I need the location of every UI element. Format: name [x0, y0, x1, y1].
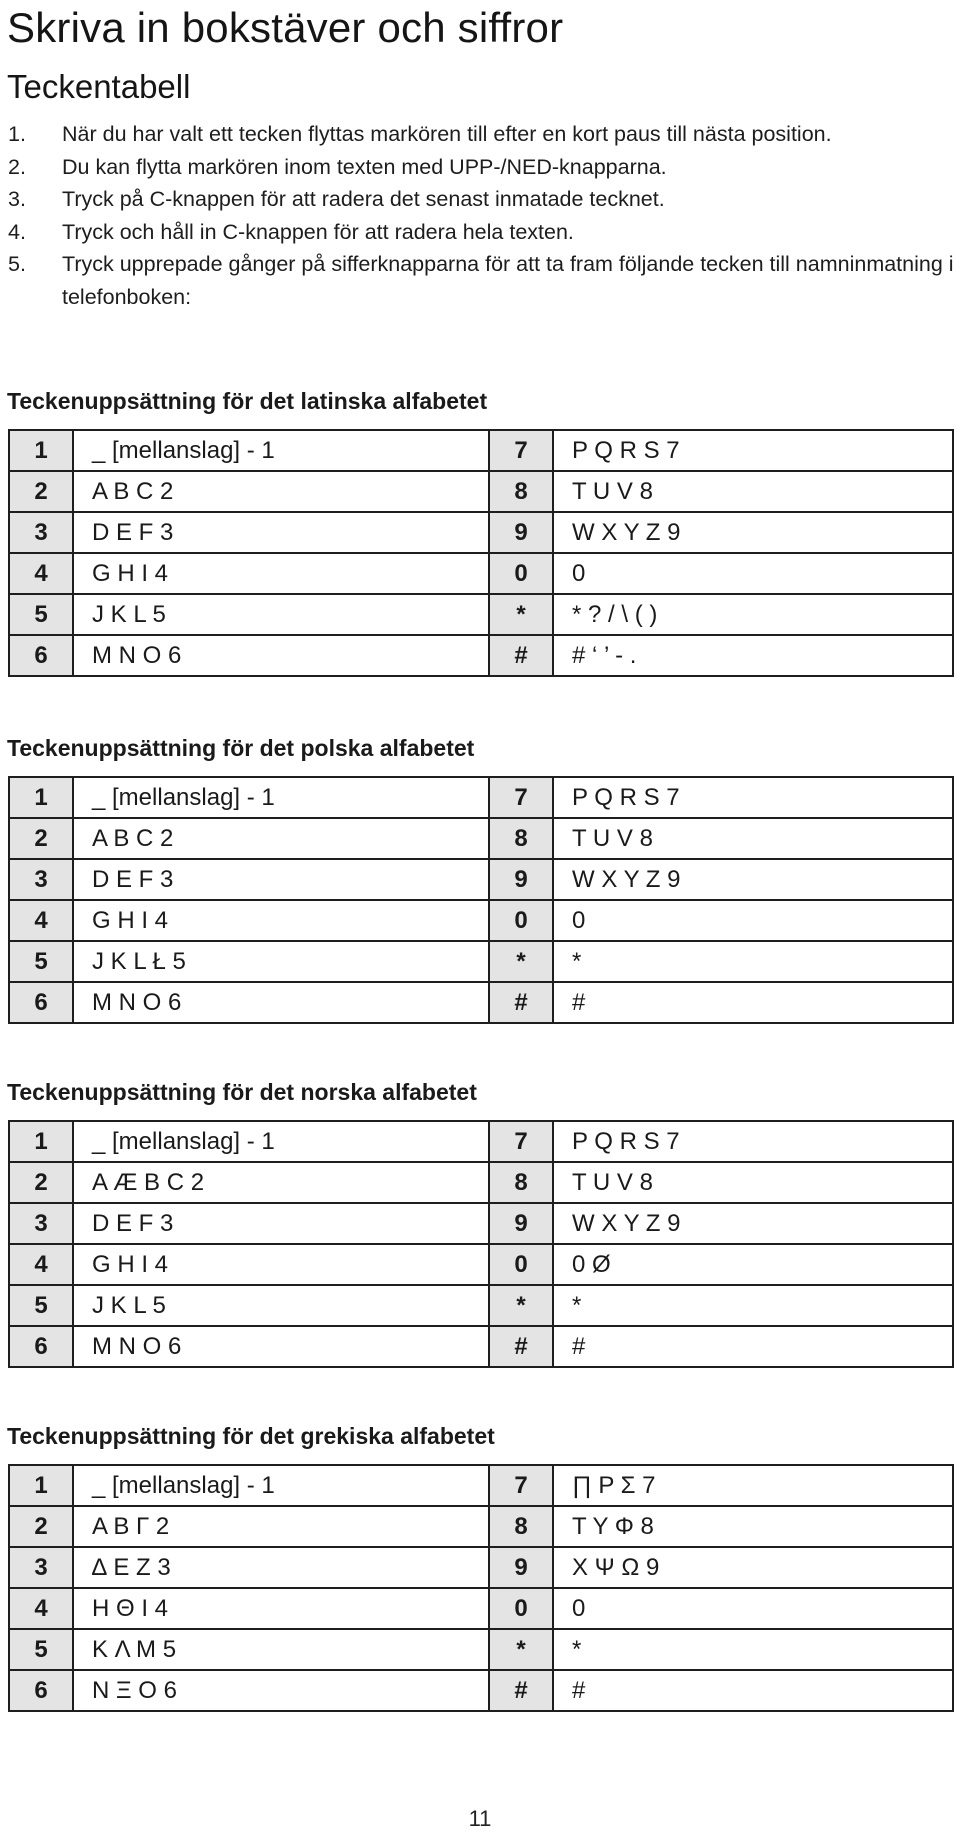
table-row: [9, 1670, 953, 1711]
instruction-number: 1.: [8, 122, 26, 146]
key-cell: 7: [489, 777, 553, 818]
chars-cell: K Λ M 5: [73, 1629, 489, 1670]
key-cell: 0: [489, 1244, 553, 1285]
instruction-item: [0, 118, 960, 151]
table-row: [9, 1121, 953, 1162]
key-cell: 0: [489, 1588, 553, 1629]
chars-cell: M N O 6: [73, 635, 489, 676]
char-table-norwegian: [8, 1120, 954, 1368]
chars-cell: P Q R S 7: [553, 430, 953, 471]
key-cell: #: [489, 635, 553, 676]
chars-cell: M N O 6: [73, 1326, 489, 1367]
key-cell: #: [489, 1670, 553, 1711]
instruction-item: [0, 151, 960, 184]
key-cell: 1: [9, 430, 73, 471]
chars-cell: G H I 4: [73, 900, 489, 941]
chars-cell: _ [mellanslag] - 1: [73, 1121, 489, 1162]
key-cell: 2: [9, 471, 73, 512]
key-cell: 3: [9, 1547, 73, 1588]
key-cell: 8: [489, 1506, 553, 1547]
instruction-text: Tryck upprepade gånger på sifferknapparna för att ta fram följande tecken till namninmatning i telefonboken:: [62, 252, 954, 309]
key-cell: 7: [489, 1465, 553, 1506]
chars-cell: G H I 4: [73, 553, 489, 594]
chars-cell: J K L 5: [73, 1285, 489, 1326]
key-cell: 6: [9, 635, 73, 676]
key-cell: 2: [9, 1506, 73, 1547]
instruction-number: 2.: [8, 154, 26, 179]
chars-cell: _ [mellanslag] - 1: [73, 777, 489, 818]
key-cell: 4: [9, 900, 73, 941]
chars-cell: D E F 3: [73, 1203, 489, 1244]
chars-cell: J K L 5: [73, 594, 489, 635]
chars-cell: #: [553, 1670, 953, 1711]
chars-cell: P Q R S 7: [553, 1121, 953, 1162]
section-title-latin: Teckenuppsättning för det latinska alfabetet: [7, 388, 488, 414]
key-cell: 0: [489, 900, 553, 941]
key-cell: 6: [9, 1326, 73, 1367]
key-cell: 5: [9, 1285, 73, 1326]
char-table-latin: [8, 429, 954, 677]
chars-cell: A Æ B C 2: [73, 1162, 489, 1203]
table-row: [9, 594, 953, 635]
key-cell: *: [489, 594, 553, 635]
chars-cell: #: [553, 1326, 953, 1367]
key-cell: 8: [489, 818, 553, 859]
instruction-text: Tryck och håll in C-knappen för att radera hela texten.: [62, 219, 574, 244]
chars-cell: A B C 2: [73, 818, 489, 859]
key-cell: 5: [9, 594, 73, 635]
chars-cell: W X Y Z 9: [553, 512, 953, 553]
key-cell: #: [489, 982, 553, 1023]
table-row: [9, 1162, 953, 1203]
chars-cell: ∏ P Σ 7: [553, 1465, 953, 1506]
instruction-item: [0, 216, 960, 249]
key-cell: 6: [9, 1670, 73, 1711]
key-cell: 9: [489, 1203, 553, 1244]
chars-cell: # ‘ ’ - .: [553, 635, 953, 676]
key-cell: 7: [489, 430, 553, 471]
chars-cell: *: [553, 941, 953, 982]
chars-cell: W X Y Z 9: [553, 1203, 953, 1244]
key-cell: 0: [489, 553, 553, 594]
key-cell: 4: [9, 1588, 73, 1629]
table-row: [9, 941, 953, 982]
instruction-number: 3.: [8, 187, 26, 211]
table-row: [9, 777, 953, 818]
chars-cell: D E F 3: [73, 512, 489, 553]
key-cell: 3: [9, 512, 73, 553]
key-cell: 5: [9, 941, 73, 982]
table-row: [9, 553, 953, 594]
table-row: [9, 982, 953, 1023]
instruction-number: 5.: [8, 252, 26, 276]
chars-cell: ∆ E Z 3: [73, 1547, 489, 1588]
key-cell: *: [489, 1629, 553, 1670]
section-title-norwegian: Teckenuppsättning för det norska alfabetet: [7, 1079, 477, 1105]
chars-cell: * ? / \ ( ): [553, 594, 953, 635]
key-cell: 9: [489, 512, 553, 553]
chars-cell: 0: [553, 900, 953, 941]
key-cell: 4: [9, 553, 73, 594]
table-row: [9, 1285, 953, 1326]
table-row: [9, 1588, 953, 1629]
section-title-polish: Teckenuppsättning för det polska alfabetet: [7, 735, 475, 761]
key-cell: 2: [9, 818, 73, 859]
key-cell: 3: [9, 859, 73, 900]
table-row: [9, 1629, 953, 1670]
chars-cell: *: [553, 1285, 953, 1326]
page-number: 11: [468, 1806, 492, 1831]
chars-cell: X Ψ Ω 9: [553, 1547, 953, 1588]
instruction-text: Tryck på C-knappen för att radera det senast inmatade tecknet.: [62, 187, 665, 211]
key-cell: 3: [9, 1203, 73, 1244]
chars-cell: T Y Φ 8: [553, 1506, 953, 1547]
chars-cell: J K L Ł 5: [73, 941, 489, 982]
chars-cell: P Q R S 7: [553, 777, 953, 818]
chars-cell: #: [553, 982, 953, 1023]
chars-cell: M N O 6: [73, 982, 489, 1023]
instruction-item: [0, 183, 960, 216]
key-cell: #: [489, 1326, 553, 1367]
table-row: [9, 635, 953, 676]
chars-cell: *: [553, 1629, 953, 1670]
chars-cell: A B Γ 2: [73, 1506, 489, 1547]
chars-cell: 0 Ø: [553, 1244, 953, 1285]
table-row: [9, 859, 953, 900]
key-cell: 7: [489, 1121, 553, 1162]
page-subtitle: Teckentabell: [7, 68, 191, 105]
chars-cell: W X Y Z 9: [553, 859, 953, 900]
key-cell: 4: [9, 1244, 73, 1285]
key-cell: 1: [9, 777, 73, 818]
instruction-number: 4.: [8, 219, 26, 244]
chars-cell: T U V 8: [553, 471, 953, 512]
key-cell: 9: [489, 859, 553, 900]
char-table-polish: [8, 776, 954, 1024]
chars-cell: D E F 3: [73, 859, 489, 900]
table-row: [9, 1465, 953, 1506]
section-title-greek: Teckenuppsättning för det grekiska alfabetet: [7, 1423, 495, 1449]
key-cell: *: [489, 1285, 553, 1326]
chars-cell: _ [mellanslag] - 1: [73, 1465, 489, 1506]
chars-cell: G H I 4: [73, 1244, 489, 1285]
instruction-item: [0, 248, 960, 313]
key-cell: 1: [9, 1465, 73, 1506]
table-row: [9, 471, 953, 512]
instruction-text: När du har valt ett tecken flyttas markören till efter en kort paus till nästa position.: [62, 122, 832, 146]
table-row: [9, 512, 953, 553]
instruction-list: [0, 118, 960, 313]
table-row: [9, 1547, 953, 1588]
key-cell: 5: [9, 1629, 73, 1670]
key-cell: 8: [489, 1162, 553, 1203]
key-cell: 1: [9, 1121, 73, 1162]
table-row: [9, 818, 953, 859]
page-title: Skriva in bokstäver och siffror: [7, 4, 564, 51]
key-cell: 2: [9, 1162, 73, 1203]
table-row: [9, 1244, 953, 1285]
char-table-greek: [8, 1464, 954, 1712]
chars-cell: T U V 8: [553, 818, 953, 859]
chars-cell: H Θ I 4: [73, 1588, 489, 1629]
chars-cell: _ [mellanslag] - 1: [73, 430, 489, 471]
table-row: [9, 1203, 953, 1244]
chars-cell: T U V 8: [553, 1162, 953, 1203]
key-cell: 9: [489, 1547, 553, 1588]
chars-cell: 0: [553, 1588, 953, 1629]
table-row: [9, 430, 953, 471]
key-cell: 8: [489, 471, 553, 512]
key-cell: *: [489, 941, 553, 982]
table-row: [9, 1506, 953, 1547]
table-row: [9, 1326, 953, 1367]
chars-cell: 0: [553, 553, 953, 594]
instruction-text: Du kan flytta markören inom texten med UPP-/NED-knapparna.: [62, 154, 667, 179]
chars-cell: N Ξ O 6: [73, 1670, 489, 1711]
chars-cell: A B C 2: [73, 471, 489, 512]
key-cell: 6: [9, 982, 73, 1023]
table-row: [9, 900, 953, 941]
